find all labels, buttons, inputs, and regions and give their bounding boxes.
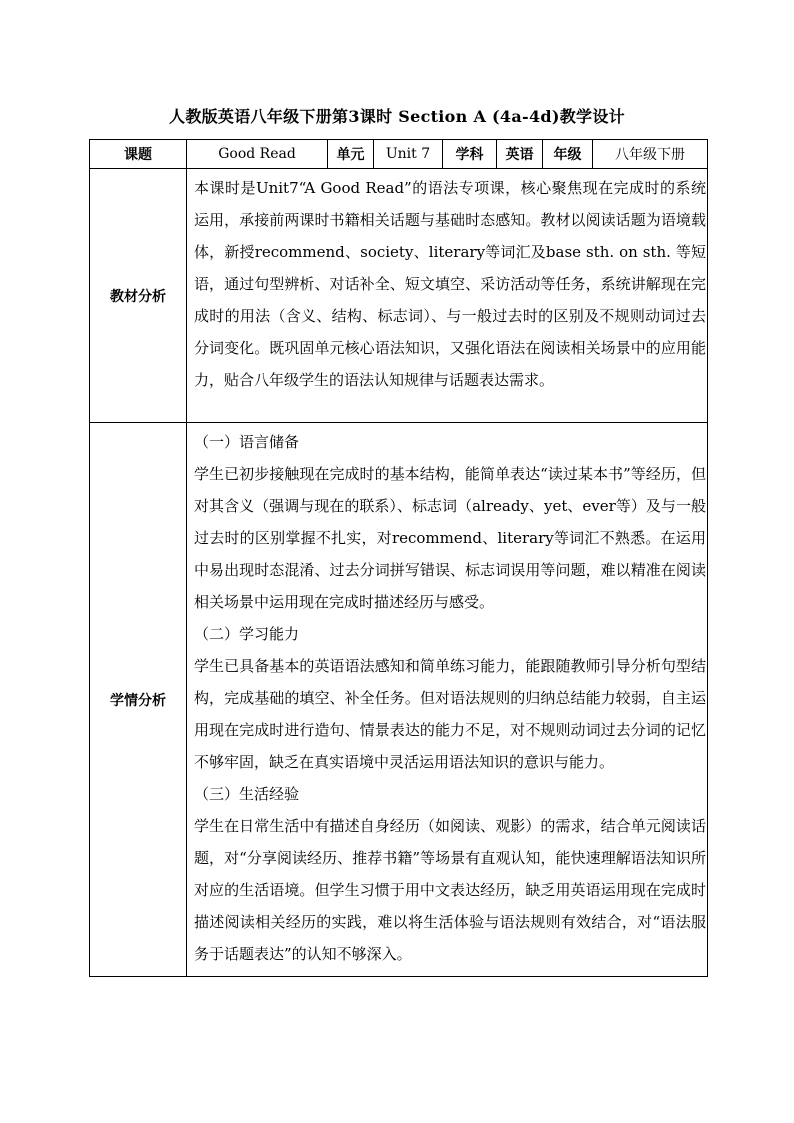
- section-heading-language: （一）语言储备: [194, 433, 300, 451]
- material-analysis-label: 教材分析: [90, 169, 187, 423]
- header-row: [90, 140, 708, 169]
- subject-value: 英语: [497, 140, 543, 169]
- material-analysis-text: 本课时是Unit7“A Good Read”的语法专项课，核心聚焦现在完成时的系统运用，承接前两课时书籍相关话题与基础时态感知。教材以阅读话题为语境载体，新授recommend、society、literary等词汇及base sth. on sth. 等短语，通过句型辨析、对话补全、短文填空、采访活动等任务，系统讲解现在完成时的用法（含义、结构、标志词）、与一般过去时的区别及不规则动词过去分词变化。既巩固单元核心语法知识，又强化语法在阅读相关场景中的应用能力，贴合八年级学生的语法认知规律与话题表达需求。: [194, 179, 706, 389]
- topic-label: 课题: [90, 140, 187, 169]
- student-analysis-row: [90, 423, 708, 977]
- material-analysis-row: [90, 169, 708, 423]
- section-text-language: 学生已初步接触现在完成时的基本结构，能简单表达“读过某本书”等经历，但对其含义（强调与现在的联系）、标志词（already、yet、ever等）及与一般过去时的区别掌握不扎实，对recommend、literary等词汇不熟悉。在运用中易出现时态混淆、过去分词拼写错误、标志词误用等问题，难以精准在阅读相关场景中运用现在完成时描述经历与感受。: [194, 465, 706, 611]
- material-analysis-cell: [187, 169, 708, 423]
- unit-label: 单元: [328, 140, 374, 169]
- topic-value: Good Read: [187, 140, 328, 169]
- unit-value: Unit 7: [374, 140, 443, 169]
- grade-value: 八年级下册: [593, 140, 708, 169]
- grade-label: 年级: [543, 140, 593, 169]
- subject-label: 学科: [443, 140, 497, 169]
- student-analysis-cell: [187, 423, 708, 977]
- document-title: 人教版英语八年级下册第3课时 Section A (4a-4d)教学设计: [169, 107, 625, 126]
- section-text-life: 学生在日常生活中有描述自身经历（如阅读、观影）的需求，结合单元阅读话题，对“分享阅读经历、推荐书籍”等场景有直观认知，能快速理解语法知识所对应的生活语境。但学生习惯于用中文表达经历，缺乏用英语运用现在完成时描述阅读相关经历的实践，难以将生活体验与语法规则有效结合，对“语法服务于话题表达”的认知不够深入。: [194, 817, 706, 963]
- student-analysis-label: 学情分析: [90, 423, 187, 977]
- section-heading-life: （三）生活经验: [194, 785, 300, 803]
- lesson-plan-table: [89, 139, 708, 977]
- section-text-learning: 学生已具备基本的英语语法感知和简单练习能力，能跟随教师引导分析句型结构，完成基础的填空、补全任务。但对语法规则的归纳总结能力较弱，自主运用现在完成时进行造句、情景表达的能力不足，对不规则动词过去分词的记忆不够牢固，缺乏在真实语境中灵活运用语法知识的意识与能力。: [194, 657, 706, 771]
- section-heading-learning: （二）学习能力: [194, 625, 300, 643]
